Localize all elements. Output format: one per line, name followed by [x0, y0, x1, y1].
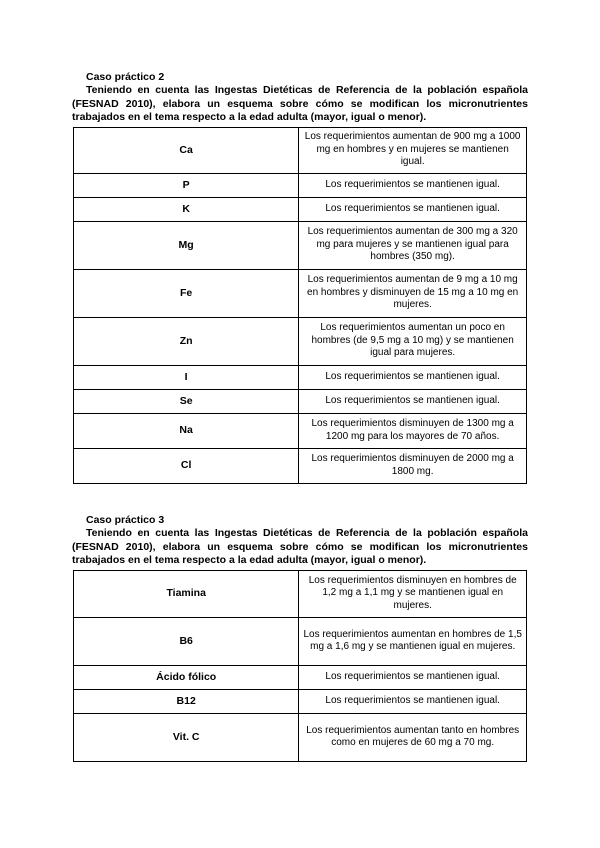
table-row [74, 173, 527, 197]
table-row [74, 689, 527, 713]
case2-table [73, 127, 527, 484]
case2-instructions: Teniendo en cuenta las Ingestas Dietéticas de Referencia de la población española (FESNAD 2010), elabora un esquema sobre cómo se modifican los micronutrientes trabajados en el tema respecto a la edad adulta (mayor, igual o menor). [72, 84, 528, 123]
nutrient-name: I [74, 365, 299, 389]
nutrient-name: B6 [74, 617, 299, 665]
table-row [74, 617, 527, 665]
nutrient-description: Los requerimientos aumentan de 300 mg a 320 mg para mujeres y se mantienen igual para hombres (350 mg). [299, 221, 527, 269]
table-row [74, 221, 527, 269]
table-row [74, 317, 527, 365]
nutrient-description: Los requerimientos aumentan tanto en hombres como en mujeres de 60 mg a 70 mg. [299, 713, 527, 761]
table-row [74, 389, 527, 413]
table-row [74, 713, 527, 761]
case3-table [73, 570, 527, 762]
nutrient-description: Los requerimientos se mantienen igual. [299, 665, 527, 689]
case3-title: Caso práctico 3 [86, 514, 165, 526]
table-row [74, 127, 527, 173]
nutrient-name: Fe [74, 269, 299, 317]
table-row [74, 197, 527, 221]
nutrient-name: Vit. C [74, 713, 299, 761]
table-row [74, 365, 527, 389]
table-row [74, 269, 527, 317]
nutrient-description: Los requerimientos disminuyen en hombres de 1,2 mg a 1,1 mg y se mantienen igual en mujeres. [299, 570, 527, 617]
nutrient-description: Los requerimientos se mantienen igual. [299, 389, 527, 413]
nutrient-description: Los requerimientos aumentan en hombres de 1,5 mg a 1,6 mg y se mantienen igual en mujeres. [299, 617, 527, 665]
table-row [74, 570, 527, 617]
nutrient-description: Los requerimientos aumentan de 9 mg a 10 mg en hombres y disminuyen de 15 mg a 10 mg en mujeres. [299, 269, 527, 317]
nutrient-name: Ácido fólico [74, 665, 299, 689]
nutrient-name: Mg [74, 221, 299, 269]
nutrient-name: P [74, 173, 299, 197]
nutrient-description: Los requerimientos se mantienen igual. [299, 365, 527, 389]
nutrient-name: Na [74, 413, 299, 448]
case2-title: Caso práctico 2 [86, 71, 165, 83]
nutrient-name: Zn [74, 317, 299, 365]
nutrient-name: Ca [74, 127, 299, 173]
nutrient-name: B12 [74, 689, 299, 713]
nutrient-description: Los requerimientos se mantienen igual. [299, 173, 527, 197]
nutrient-description: Los requerimientos disminuyen de 1300 mg a 1200 mg para los mayores de 70 años. [299, 413, 527, 448]
nutrient-description: Los requerimientos se mantienen igual. [299, 197, 527, 221]
case3-section [72, 514, 528, 762]
case2-section [72, 71, 528, 484]
nutrient-name: Se [74, 389, 299, 413]
table-row [74, 665, 527, 689]
nutrient-description: Los requerimientos se mantienen igual. [299, 689, 527, 713]
table-row [74, 448, 527, 483]
nutrient-name: Cl [74, 448, 299, 483]
case3-instructions: Teniendo en cuenta las Ingestas Dietéticas de Referencia de la población española (FESNAD 2010), elabora un esquema sobre cómo se modifican los micronutrientes trabajados en el tema respecto a la edad adulta (mayor, igual o menor). [72, 527, 528, 566]
nutrient-description: Los requerimientos aumentan un poco en hombres (de 9,5 mg a 10 mg) y se mantienen igual para mujeres. [299, 317, 527, 365]
table-row [74, 413, 527, 448]
nutrient-description: Los requerimientos disminuyen de 2000 mg a 1800 mg. [299, 448, 527, 483]
nutrient-name: K [74, 197, 299, 221]
nutrient-name: Tiamina [74, 570, 299, 617]
nutrient-description: Los requerimientos aumentan de 900 mg a 1000 mg en hombres y en mujeres se mantienen igual. [299, 127, 527, 173]
